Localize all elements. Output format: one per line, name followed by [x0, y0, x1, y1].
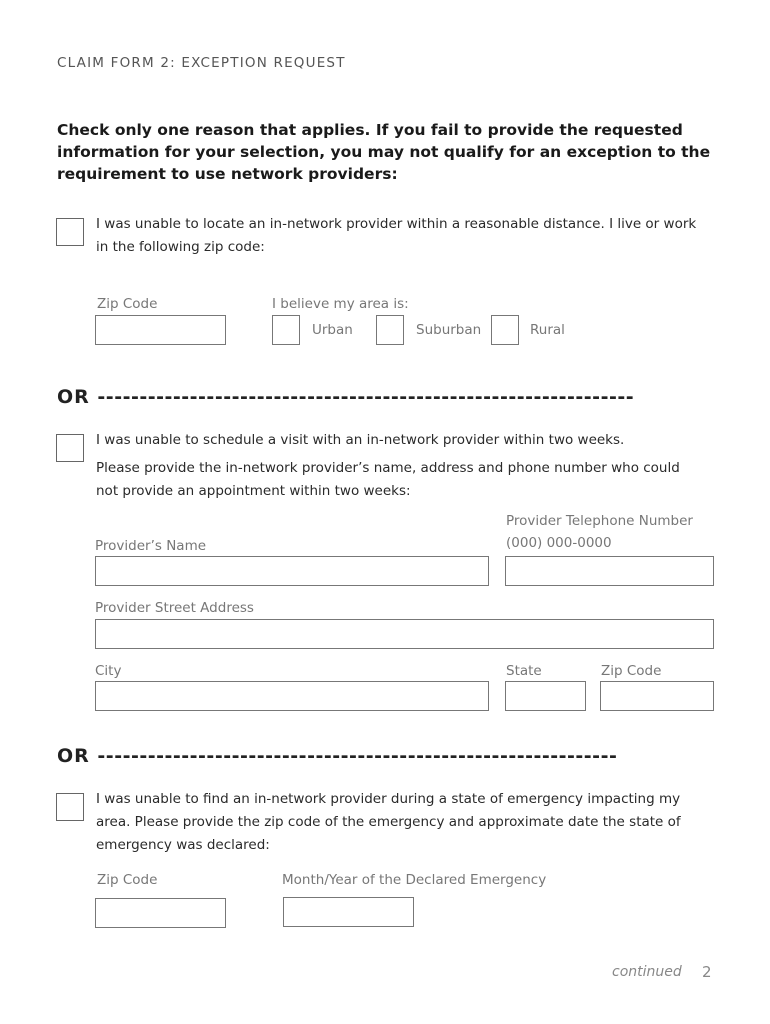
provider-zip-field[interactable]	[600, 681, 714, 711]
form-title: CLAIM FORM 2: EXCEPTION REQUEST	[57, 55, 346, 71]
option3-checkbox[interactable]	[56, 793, 84, 821]
continued-label: continued	[612, 964, 682, 980]
option2-text: I was unable to schedule a visit with an in-network provider within two weeks.	[96, 432, 625, 448]
or-dashes: --------------------------------------------------------------	[97, 745, 618, 767]
city-field[interactable]	[95, 681, 489, 711]
or-separator-2	[57, 745, 617, 767]
option1-zip-field[interactable]	[95, 315, 226, 345]
option2-instructions: Please provide the in-network provider’s name, address and phone number who could not provide an appointment within two weeks:	[96, 460, 680, 499]
provider-phone-format: (000) 000-0000	[506, 535, 612, 551]
page-number: 2	[702, 963, 712, 981]
urban-checkbox[interactable]	[272, 315, 300, 345]
emergency-zip-field[interactable]	[95, 898, 226, 928]
provider-zip-label: Zip Code	[601, 663, 662, 679]
rural-checkbox[interactable]	[491, 315, 519, 345]
option1-zip-label: Zip Code	[97, 296, 158, 312]
provider-phone-field[interactable]	[505, 556, 714, 586]
emergency-date-field[interactable]	[283, 897, 414, 927]
provider-address-field[interactable]	[95, 619, 714, 649]
option3-text: I was unable to find an in-network provider during a state of emergency impacting my area. Please provide the zip code of the emergency and approximate date the state of emergency was declared:	[96, 791, 681, 853]
option1-checkbox[interactable]	[56, 218, 84, 246]
option2-checkbox[interactable]	[56, 434, 84, 462]
city-label: City	[95, 663, 122, 679]
urban-label: Urban	[312, 322, 353, 338]
or-label: OR	[57, 745, 90, 767]
provider-phone-label: Provider Telephone Number	[506, 513, 693, 529]
suburban-label: Suburban	[416, 322, 482, 338]
option1-text: I was unable to locate an in-network provider within a reasonable distance. I live or work in the following zip code:	[96, 216, 697, 255]
emergency-date-label: Month/Year of the Declared Emergency	[282, 872, 547, 888]
provider-name-field[interactable]	[95, 556, 489, 586]
suburban-checkbox[interactable]	[376, 315, 404, 345]
instructions: Check only one reason that applies. If you fail to provide the requested information for your selection, you may not qualify for an exception to the requirement to use network providers:	[57, 121, 711, 183]
rural-label: Rural	[530, 322, 565, 338]
state-field[interactable]	[505, 681, 586, 711]
area-label: I believe my area is:	[272, 296, 409, 312]
emergency-zip-label: Zip Code	[97, 872, 158, 888]
or-dashes: ----------------------------------------------------------------	[97, 386, 635, 408]
provider-name-label: Provider’s Name	[95, 538, 207, 554]
state-label: State	[506, 663, 542, 679]
provider-address-label: Provider Street Address	[95, 600, 254, 616]
or-separator-1	[57, 386, 634, 408]
or-label: OR	[57, 386, 90, 408]
